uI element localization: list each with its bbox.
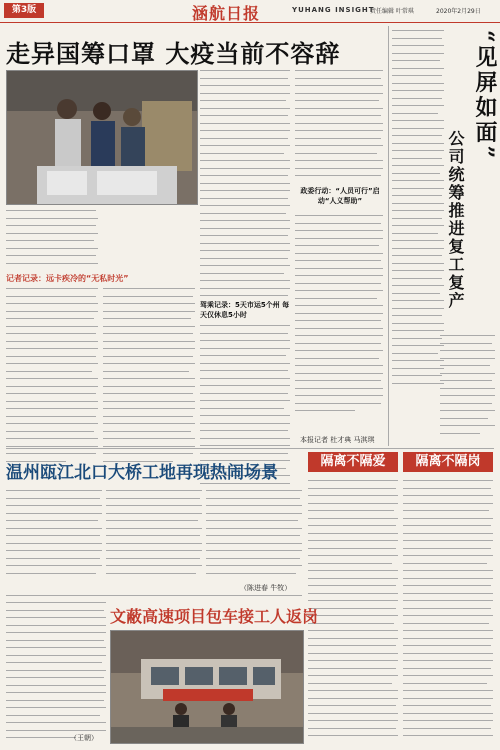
editor-credit: 责任编辑 叶常琪 <box>370 8 414 15</box>
bridge-column-1 <box>6 490 102 580</box>
lead-subhead-2: 政委行动：“人员可行”启动“人义帮助” <box>300 187 380 205</box>
bus-photo <box>110 630 304 744</box>
lead-column-1 <box>6 210 98 270</box>
column-body-2 <box>440 335 495 440</box>
column-divider <box>388 26 389 446</box>
lead-headline: 走异国筹口罩 大疫当前不容辞 <box>6 39 341 68</box>
bridge-headline: 温州瓯江北口大桥工地再现热闹场景 <box>6 463 278 483</box>
lead-column-2 <box>103 288 195 468</box>
section-divider <box>6 448 494 449</box>
issue-date: 2020年2月29日 <box>436 8 481 15</box>
lead-column-4b <box>295 215 383 418</box>
lead-subhead-3: 驾乘记录：5天市运5个州 每天仅休息5小时 <box>200 301 290 319</box>
lead-byline: 本报记者 杜才典 马淇琪 <box>300 436 375 444</box>
bus-byline: （王朝） <box>70 734 98 742</box>
column-body <box>392 30 444 390</box>
bridge-column-3 <box>206 490 302 580</box>
banner-story-column-2 <box>403 480 493 743</box>
banner-right: 隔离不隔岗 <box>403 452 493 472</box>
bus-headline: 文蔽高速项目包车接工人返岗 <box>110 607 319 626</box>
lead-column-3 <box>200 70 290 303</box>
section-name: YUHANG INSIGHT <box>292 6 375 14</box>
lead-photo <box>6 70 198 205</box>
banner-left: 隔离不隔爱 <box>308 452 398 472</box>
lead-column-1b <box>6 288 98 468</box>
lead-subhead-1: 记者记录：远卡疾冷的“无私时光” <box>6 274 129 283</box>
newspaper-logo: 涵航日报 <box>192 4 261 23</box>
bus-intro-column <box>6 602 106 632</box>
bus-column-1 <box>6 632 106 745</box>
lead-column-4 <box>295 70 383 183</box>
bridge-byline: （陈进春 牛牧） <box>240 584 292 592</box>
bus-divider <box>6 595 302 596</box>
page-number: 第3版 <box>4 3 44 18</box>
column-subtitle: 公司统筹推进复工复产 <box>446 130 465 310</box>
banner-story-column-1 <box>308 480 398 743</box>
bridge-column-2 <box>106 490 202 580</box>
column-title: “见屏如面” <box>472 30 498 162</box>
